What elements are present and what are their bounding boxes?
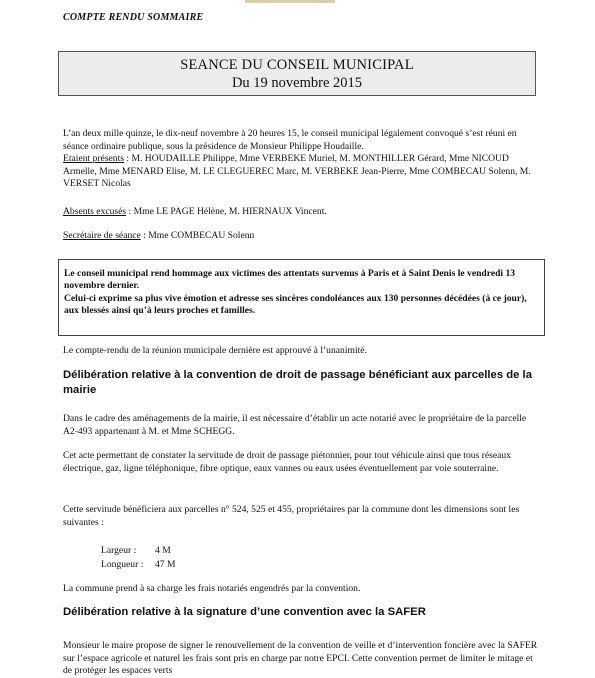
- header-decoration: [245, 0, 335, 3]
- absent-members: [63, 206, 541, 219]
- title-box: [58, 51, 536, 96]
- dimension-length: [101, 559, 176, 570]
- approval-statement: Le compte-rendu de la réunion municipale dernière est approuvé à l’unanimité.: [63, 345, 367, 356]
- page-title: SEANCE DU CONSEIL MUNICIPAL: [180, 57, 414, 73]
- section2-paragraph-1: Monsieur le maire propose de signer le renouvellement de la convention de veille et d’intervention foncière avec la SAFER sur l’espace agricole et naturel les frais sont pris en charge par notre EPCI. Cette convention permet de limiter le mitage et de protéger les espaces verts: [63, 640, 538, 677]
- absent-names: : Mme LE PAGE Hélène, M. HIERNAUX Vincent.: [126, 206, 327, 217]
- present-label: Etaient présents: [63, 153, 125, 164]
- intro-paragraph: L’an deux mille quinze, le dix-neuf novembre à 20 heures 15, le conseil municipal légalement convoqué s’est réuni en séance ordinaire publique, sous la présidence de Monsieur Philippe Houdaille.: [63, 128, 517, 152]
- section1-paragraph-4: La commune prend à sa charge les frais notariés engendrés par la convention.: [63, 583, 361, 594]
- dimension-value: 4 M: [155, 545, 171, 556]
- dimension-label: Largeur :: [101, 545, 137, 556]
- section-heading-right-of-way: Délibération relative à la convention de droit de passage bénéficiant aux parcelles de la mairie: [63, 369, 532, 396]
- meeting-date: Du 19 novembre 2015: [231, 75, 363, 91]
- document-label: COMPTE RENDU SOMMAIRE: [63, 12, 204, 23]
- tribute-notice: [58, 259, 545, 336]
- secretary-label: Secrétaire de séance: [63, 230, 141, 241]
- section1-paragraph-3: Cette servitude bénéficiera aux parcelles n° 524, 525 et 455, propriétaires par la commune dont les dimensions sont les suivantes :: [63, 504, 520, 528]
- secretary-name: : Mme COMBECAU Solenn: [140, 230, 255, 241]
- dimension-width: [101, 545, 171, 556]
- present-names: : M. HOUDAILLE Philippe, Mme VERBEKE Muriel, M. MONTHILLER Gérard, Mme NICOUD Armelle, Mme MENARD Elise, M. LE CLEGUEREC Marc, M. VERBEKE Jean-Pierre, Mme COMBECAU Solenn, M. VERSET Nicolas: [63, 153, 531, 190]
- present-members: [63, 153, 541, 191]
- dimension-value: 47 M: [155, 559, 176, 570]
- tribute-paragraph-2: Celui-ci exprime sa plus vive émotion et adresse ses sincères condoléances aux 130 personnes décédées (à ce jour), aux blessés ainsi qu’à leurs proches et familles.: [64, 292, 527, 317]
- section1-paragraph-2: Cet acte permettant de constater la servitude de droit de passage piétonnier, pour tout véhicule ainsi que tous réseaux électrique, gaz, ligne téléphonique, fibre optique, eaux vannes ou eaux usées éventuellement par voie souterraine.: [63, 450, 511, 474]
- meeting-secretary: [63, 230, 541, 243]
- section-heading-safer: Délibération relative à la signature d’une convention avec la SAFER: [63, 606, 426, 618]
- tribute-paragraph-1: Le conseil municipal rend hommage aux victimes des attentats survenus à Paris et à Saint Denis le vendredi 13 novembre dernier.: [64, 268, 516, 292]
- absent-label: Absents excusés: [63, 206, 127, 217]
- section1-paragraph-1: Dans le cadre des aménagements de la mairie, il est nécessaire d’établir un acte notarié avec le propriétaire de la parcelle A2-493 appartenant à M. et Mme SCHEGG.: [63, 413, 527, 437]
- dimension-label: Longueur :: [101, 559, 144, 570]
